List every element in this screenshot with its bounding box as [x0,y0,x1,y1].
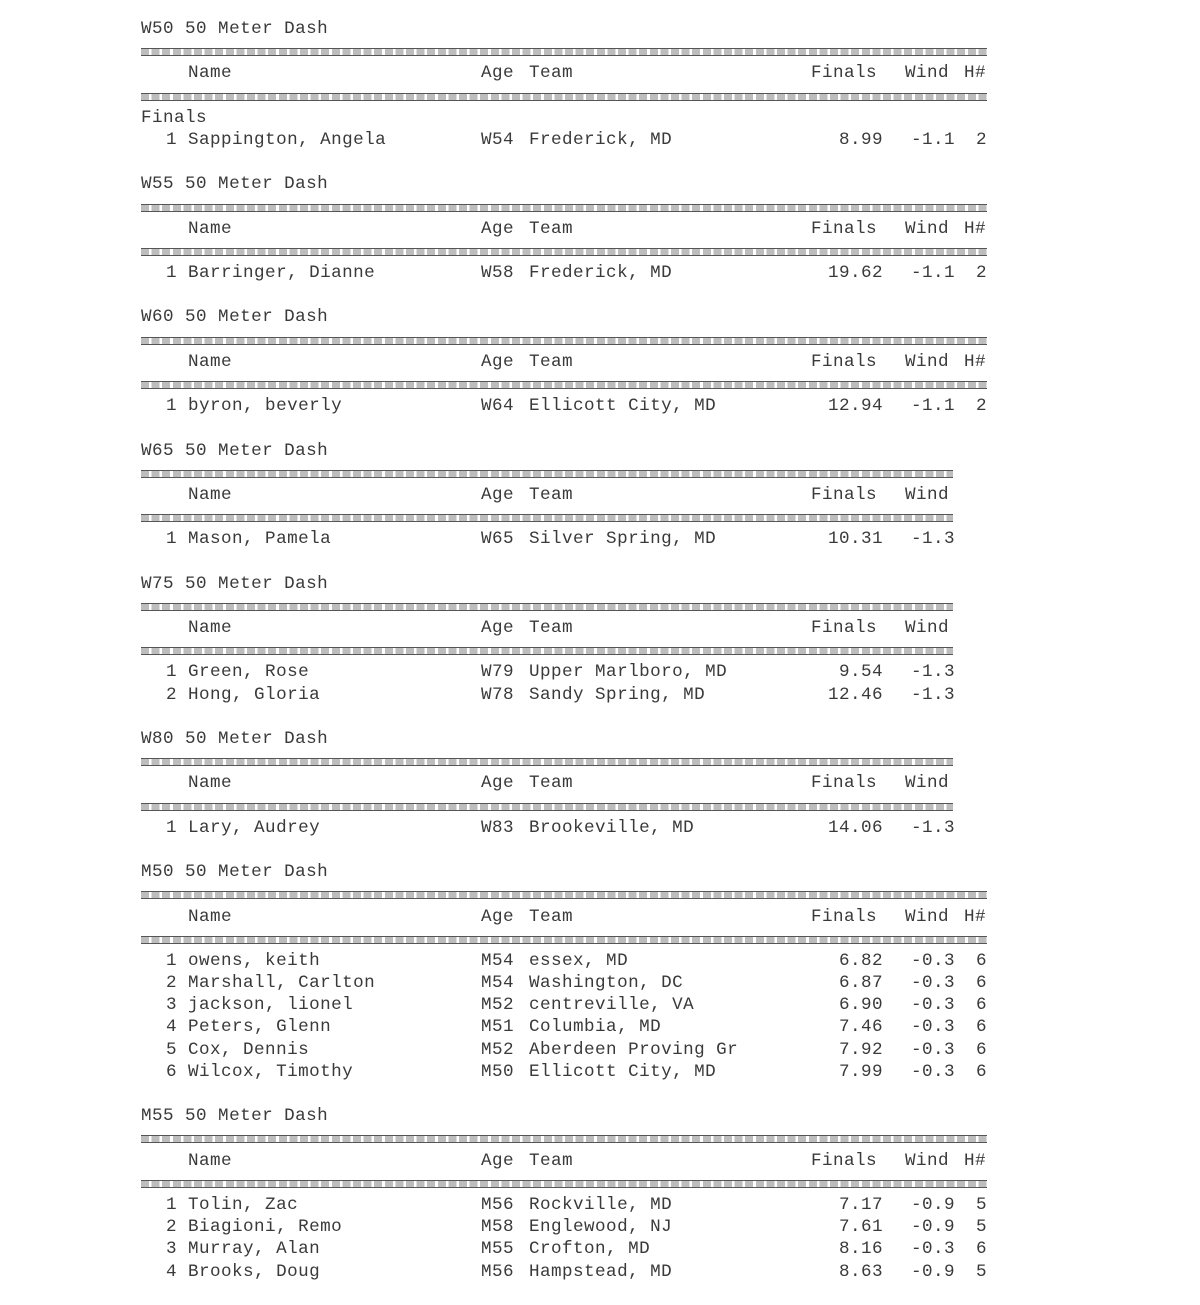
athlete-name: Brooks, Doug [188,1261,321,1282]
result-row [141,1238,1001,1260]
header-finals: Finals [811,906,878,927]
column-header-row [141,906,1001,928]
rule-bar [141,381,987,389]
header-name: Name [188,618,233,639]
wind-reading: -0.3 [910,950,955,971]
athlete-team: Frederick, MD [529,263,673,284]
result-place: 2 [165,1217,177,1238]
final-time: 14.06 [827,817,883,838]
event-title: W80 50 Meter Dash [141,729,329,749]
header-finals: Finals [811,484,878,505]
wind-reading: -0.3 [910,1239,955,1260]
blank-line [141,1083,1001,1105]
header-rule-bottom [141,639,1001,661]
rule-bar [141,758,953,766]
header-age: Age [481,63,515,84]
header-wind: Wind [905,351,950,372]
result-place: 4 [165,1261,177,1282]
wind-reading: -1.1 [910,396,955,417]
athlete-team: essex, MD [529,950,629,971]
header-finals: Finals [811,63,878,84]
header-rule-top [141,462,1001,484]
header-heat: H# [964,351,987,372]
event-title-line [141,1105,1001,1127]
athlete-team: Silver Spring, MD [529,529,717,550]
athlete-age: M54 [481,950,515,971]
wind-reading: -1.3 [910,684,955,705]
header-age: Age [481,773,515,794]
header-age: Age [481,484,515,505]
header-name: Name [188,906,233,927]
event-title-line [141,173,1001,195]
athlete-name: Hong, Gloria [188,684,321,705]
result-place: 1 [165,662,177,683]
result-row [141,1016,1001,1038]
final-time: 7.61 [838,1217,883,1238]
header-wind: Wind [905,618,950,639]
header-heat: H# [964,63,987,84]
header-team: Team [529,618,574,639]
column-header-row [141,62,1001,84]
heat-number: 6 [975,1239,987,1260]
header-team: Team [529,1150,574,1171]
athlete-team: Brookeville, MD [529,817,695,838]
athlete-team: Englewood, NJ [529,1217,673,1238]
final-time: 19.62 [827,263,883,284]
result-row [141,684,1001,706]
rule-bar [141,891,987,899]
rule-bar [141,803,953,811]
rule-bar [141,470,953,478]
blank-line [141,706,1001,728]
athlete-team: centreville, VA [529,995,695,1016]
result-place: 5 [165,1039,177,1060]
header-wind: Wind [905,773,950,794]
heat-number: 6 [975,950,987,971]
athlete-name: Sappington, Angela [188,129,387,150]
wind-reading: -0.3 [910,1017,955,1038]
athlete-age: W58 [481,263,515,284]
result-place: 2 [165,973,177,994]
header-finals: Finals [811,773,878,794]
result-row [141,661,1001,683]
result-row [141,1061,1001,1083]
header-heat: H# [964,218,987,239]
heat-number: 2 [975,129,987,150]
result-place: 1 [165,529,177,550]
athlete-name: Peters, Glenn [188,1017,332,1038]
result-row [141,528,1001,550]
result-row [141,1194,1001,1216]
wind-reading: -0.9 [910,1194,955,1215]
header-rule-top [141,750,1001,772]
event-section [141,440,1001,573]
athlete-age: W64 [481,396,515,417]
athlete-team: Rockville, MD [529,1194,673,1215]
result-row [141,395,1001,417]
heat-number: 6 [975,995,987,1016]
column-header-row [141,617,1001,639]
final-time: 12.46 [827,684,883,705]
result-place: 1 [165,263,177,284]
header-rule-top [141,40,1001,62]
header-age: Age [481,1150,515,1171]
result-place: 4 [165,1017,177,1038]
athlete-name: Tolin, Zac [188,1194,299,1215]
final-time: 6.90 [838,995,883,1016]
header-rule-bottom [141,795,1001,817]
column-header-row [141,218,1001,240]
header-age: Age [481,906,515,927]
rule-bar [141,204,987,212]
athlete-name: Cox, Dennis [188,1039,310,1060]
header-rule-bottom [141,506,1001,528]
result-row [141,994,1001,1016]
athlete-team: Sandy Spring, MD [529,684,706,705]
athlete-age: M55 [481,1239,515,1260]
athlete-age: W79 [481,662,515,683]
event-title: W50 50 Meter Dash [141,19,329,39]
header-rule-bottom [141,373,1001,395]
header-age: Age [481,618,515,639]
header-name: Name [188,218,233,239]
wind-reading: -0.3 [910,995,955,1016]
event-title: W60 50 Meter Dash [141,307,329,328]
rule-bar [141,1135,987,1143]
event-title: W75 50 Meter Dash [141,573,329,594]
athlete-name: Marshall, Carlton [188,973,376,994]
header-rule-top [141,595,1001,617]
final-time: 8.63 [838,1261,883,1282]
athlete-team: Frederick, MD [529,129,673,150]
wind-reading: -1.1 [910,263,955,284]
results-document [141,18,1001,1283]
heat-number: 2 [975,396,987,417]
athlete-name: Mason, Pamela [188,529,332,550]
athlete-age: M52 [481,995,515,1016]
rule-bar [141,936,987,944]
event-section [141,573,1001,728]
event-section [141,728,1001,861]
athlete-name: jackson, lionel [188,995,354,1016]
header-wind: Wind [905,63,950,84]
athlete-team: Ellicott City, MD [529,1061,717,1082]
heat-number: 2 [975,263,987,284]
header-rule-bottom [141,1172,1001,1194]
result-place: 1 [165,950,177,971]
heat-number: 5 [975,1217,987,1238]
athlete-team: Columbia, MD [529,1017,662,1038]
heat-number: 5 [975,1194,987,1215]
final-time: 8.16 [838,1239,883,1260]
result-place: 1 [165,1194,177,1215]
event-section [141,1105,1001,1283]
result-place: 1 [165,396,177,417]
header-rule-bottom [141,85,1001,107]
athlete-team: Upper Marlboro, MD [529,662,728,683]
event-title: M50 50 Meter Dash [141,862,329,883]
wind-reading: -0.3 [910,973,955,994]
header-team: Team [529,63,574,84]
rule-bar [141,1180,987,1188]
header-team: Team [529,351,574,372]
final-time: 12.94 [827,396,883,417]
header-wind: Wind [905,218,950,239]
final-time: 7.46 [838,1017,883,1038]
blank-line [141,417,1001,439]
athlete-name: Murray, Alan [188,1239,321,1260]
header-name: Name [188,1150,233,1171]
result-row [141,129,1001,151]
athlete-name: byron, beverly [188,396,343,417]
result-row [141,817,1001,839]
event-title: W65 50 Meter Dash [141,440,329,461]
result-row [141,1039,1001,1061]
athlete-name: Biagioni, Remo [188,1217,343,1238]
rule-bar [141,647,953,655]
athlete-age: M50 [481,1061,515,1082]
athlete-age: M51 [481,1017,515,1038]
header-rule-top [141,883,1001,905]
header-team: Team [529,773,574,794]
wind-reading: -1.3 [910,817,955,838]
rule-bar [141,48,987,56]
blank-line [141,839,1001,861]
header-team: Team [529,906,574,927]
header-wind: Wind [905,906,950,927]
event-title-line [141,18,1001,40]
wind-reading: -0.3 [910,1061,955,1082]
header-heat: H# [964,906,987,927]
final-time: 9.54 [838,662,883,683]
final-time: 8.99 [838,129,883,150]
heat-number: 6 [975,1061,987,1082]
athlete-age: W65 [481,529,515,550]
header-wind: Wind [905,484,950,505]
athlete-team: Crofton, MD [529,1239,651,1260]
final-time: 7.17 [838,1194,883,1215]
blank-line [141,151,1001,173]
result-place: 1 [165,129,177,150]
section-label-line [141,107,1001,129]
event-title-line [141,861,1001,883]
column-header-row [141,772,1001,794]
event-title: W55 50 Meter Dash [141,174,329,195]
athlete-team: Aberdeen Proving Gr [529,1039,739,1060]
blank-line [141,284,1001,306]
header-finals: Finals [811,218,878,239]
athlete-age: W83 [481,817,515,838]
event-title-line [141,728,1001,750]
result-row [141,262,1001,284]
wind-reading: -1.3 [910,529,955,550]
event-title-line [141,573,1001,595]
header-rule-top [141,329,1001,351]
wind-reading: -1.1 [910,129,955,150]
header-age: Age [481,218,515,239]
heat-number: 6 [975,1017,987,1038]
athlete-age: W78 [481,684,515,705]
rule-bar [141,337,987,345]
header-name: Name [188,484,233,505]
header-finals: Finals [811,351,878,372]
final-time: 6.82 [838,950,883,971]
result-place: 3 [165,995,177,1016]
heat-number: 6 [975,1039,987,1060]
header-rule-top [141,1127,1001,1149]
header-heat: H# [964,1150,987,1171]
rule-bar [141,603,953,611]
result-row [141,1261,1001,1283]
result-place: 2 [165,684,177,705]
final-time: 7.92 [838,1039,883,1060]
athlete-age: M52 [481,1039,515,1060]
rule-bar [141,93,987,101]
wind-reading: -1.3 [910,662,955,683]
wind-reading: -0.9 [910,1217,955,1238]
final-time: 10.31 [827,529,883,550]
athlete-name: Green, Rose [188,662,310,683]
rule-bar [141,248,987,256]
header-rule-bottom [141,928,1001,950]
event-section [141,18,1001,173]
header-finals: Finals [811,1150,878,1171]
section-label: Finals [141,107,208,128]
final-time: 7.99 [838,1061,883,1082]
column-header-row [141,484,1001,506]
header-rule-bottom [141,240,1001,262]
header-rule-top [141,196,1001,218]
athlete-team: Hampstead, MD [529,1261,673,1282]
event-title: M55 50 Meter Dash [141,1106,329,1127]
rule-bar [141,514,953,522]
result-row [141,972,1001,994]
event-section [141,306,1001,439]
header-team: Team [529,218,574,239]
heat-number: 5 [975,1261,987,1282]
athlete-name: owens, keith [188,950,321,971]
athlete-age: W54 [481,129,515,150]
athlete-name: Lary, Audrey [188,817,321,838]
result-row [141,1216,1001,1238]
result-row [141,950,1001,972]
column-header-row [141,351,1001,373]
result-place: 3 [165,1239,177,1260]
result-place: 1 [165,817,177,838]
header-name: Name [188,773,233,794]
column-header-row [141,1150,1001,1172]
athlete-name: Barringer, Dianne [188,263,376,284]
heat-number: 6 [975,973,987,994]
athlete-team: Ellicott City, MD [529,396,717,417]
result-place: 6 [165,1061,177,1082]
header-age: Age [481,351,515,372]
header-wind: Wind [905,1150,950,1171]
event-title-line [141,440,1001,462]
athlete-age: M56 [481,1261,515,1282]
wind-reading: -0.9 [910,1261,955,1282]
header-name: Name [188,351,233,372]
header-team: Team [529,484,574,505]
athlete-age: M54 [481,973,515,994]
event-section [141,173,1001,306]
header-name: Name [188,63,233,84]
final-time: 6.87 [838,973,883,994]
athlete-age: M56 [481,1194,515,1215]
athlete-team: Washington, DC [529,973,684,994]
wind-reading: -0.3 [910,1039,955,1060]
athlete-name: Wilcox, Timothy [188,1061,354,1082]
athlete-age: M58 [481,1217,515,1238]
event-title-line [141,306,1001,328]
header-finals: Finals [811,618,878,639]
event-section [141,861,1001,1105]
blank-line [141,551,1001,573]
